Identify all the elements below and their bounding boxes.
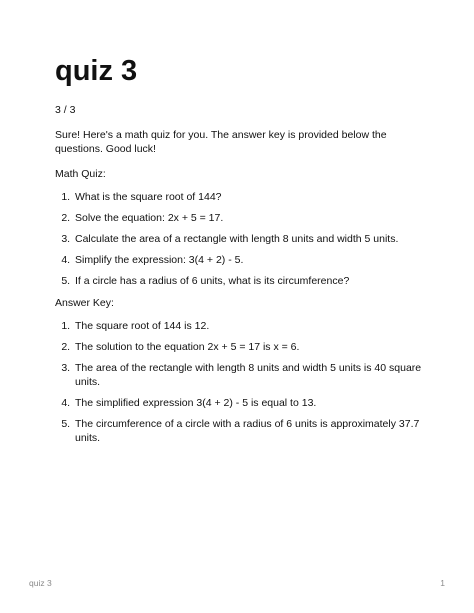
document-body — [55, 103, 430, 453]
answer-item: 5. The circumference of a circle with a radius of 6 units is approximately 37.7 units. — [73, 417, 430, 445]
footer-title: quiz 3 — [29, 578, 52, 588]
page-title: quiz 3 — [55, 55, 138, 87]
answer-item: 4. The simplified expression 3(4 + 2) - 5 is equal to 13. — [73, 396, 430, 410]
question-item: 4. Simplify the expression: 3(4 + 2) - 5. — [73, 253, 430, 267]
answer-list — [55, 319, 430, 445]
question-list — [55, 190, 430, 288]
question-item: 1. What is the square root of 144? — [73, 190, 430, 204]
question-item: 5. If a circle has a radius of 6 units, what is its circumference? — [73, 274, 430, 288]
question-item: 2. Solve the equation: 2x + 5 = 17. — [73, 211, 430, 225]
answer-key-label: Answer Key: — [55, 297, 114, 309]
quiz-label: Math Quiz: — [55, 168, 106, 180]
answer-item: 2. The solution to the equation 2x + 5 = 17 is x = 6. — [73, 340, 430, 354]
score-text: 3 / 3 — [55, 104, 76, 116]
answer-item: 1. The square root of 144 is 12. — [73, 319, 430, 333]
answer-item: 3. The area of the rectangle with length 8 units and width 5 units is 40 square units. — [73, 361, 430, 389]
question-item: 3. Calculate the area of a rectangle with length 8 units and width 5 units. — [73, 232, 430, 246]
page-number: 1 — [440, 578, 445, 588]
intro-paragraph: Sure! Here's a math quiz for you. The answer key is provided below the questions. Good luck! — [55, 129, 387, 155]
